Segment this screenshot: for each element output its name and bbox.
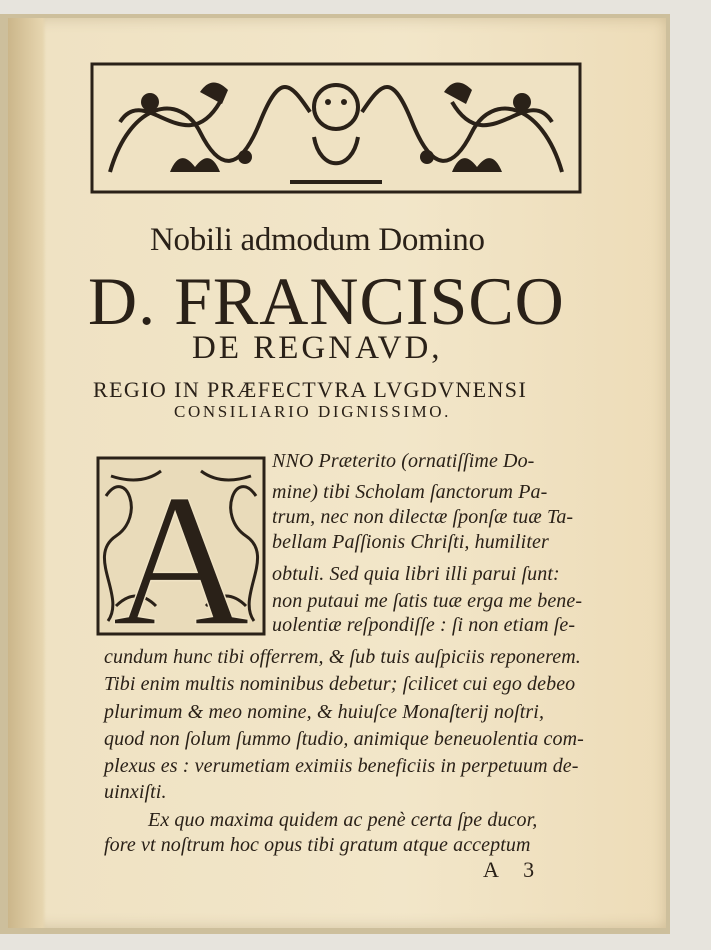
text-line: Ex quo maxima quidem ac penè certa ſpe ducor, (148, 809, 538, 831)
recipient-surname: DE REGNAVD, (192, 330, 443, 366)
decorated-initial-a (96, 456, 266, 636)
recipient-office: REGIO IN PRÆFECTVRA LVGDVNENSI (93, 377, 528, 402)
recipient-name: D. FRANCISCO (88, 263, 565, 339)
text-line: mine) tibi Scholam ſanctorum Pa- (272, 481, 548, 503)
text-line: Tibi enim multis nominibus debetur; ſcilicet cui ego debeo (104, 673, 576, 695)
text-line: NNO Præterito (ornatiſſime Do- (272, 450, 535, 472)
text-line: obtuli. Sed quia libri illi parui ſunt: (272, 563, 560, 585)
spine-edge (8, 18, 46, 928)
text-line: trum, nec non dilectæ ſponſæ tuæ Ta- (272, 506, 574, 528)
signature-mark: A 3 (483, 857, 545, 882)
text-line: plurimum & meo nomine, & huiuſce Monaſterij noſtri, (104, 701, 545, 723)
text-line: bellam Paſſionis Chriſti, humiliter (272, 531, 549, 553)
initial-letter: A (112, 456, 250, 636)
text-line: cundum hunc tibi offerrem, & ſub tuis auſpiciis reponerem. (104, 646, 581, 668)
recipient-title: CONSILIARIO DIGNISSIMO. (174, 402, 452, 421)
ornamental-headpiece (90, 62, 582, 194)
text-line: uolentiæ reſpondiſſe : ſi non etiam ſe- (272, 614, 576, 636)
text-line: fore vt noſtrum hoc opus tibi gratum atque acceptum (104, 834, 531, 856)
text-line: plexus es : verumetiam eximiis beneficiis in perpetuum de- (104, 755, 579, 777)
dedication-line: Nobili admodum Domino (150, 222, 485, 258)
text-line: uinxiſti. (104, 781, 167, 803)
text-line: quod non ſolum ſummo ſtudio, animique beneuolentia com- (104, 728, 584, 750)
text-line: non putaui me ſatis tuæ erga me bene- (272, 590, 583, 612)
